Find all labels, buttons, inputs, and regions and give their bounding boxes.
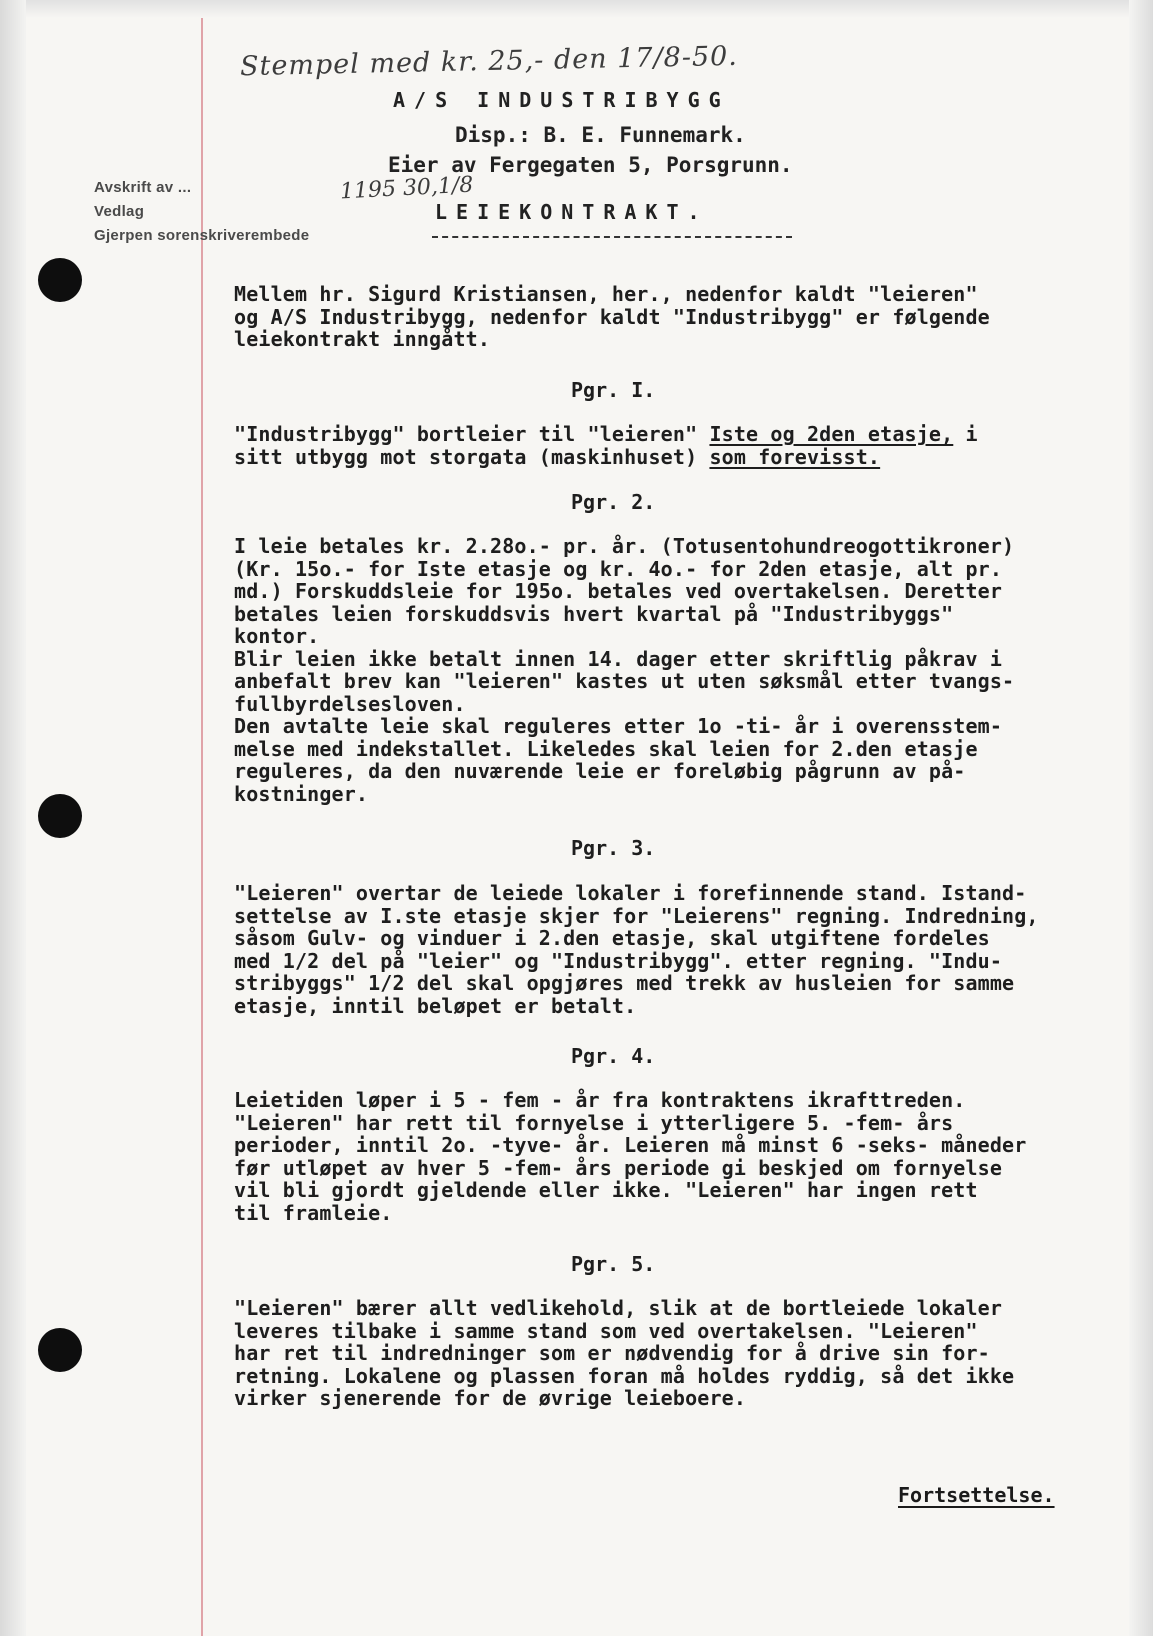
- text-line: settelse av I.ste etasje skjer for "Leierens" regning. Indredning,: [234, 903, 1039, 928]
- section-4-paragraph: [234, 1089, 1134, 1224]
- text-line: leiekontrakt inngått.: [234, 327, 491, 351]
- text-line: har ret til indredninger som er nødvendig for å drive sin for-: [234, 1341, 990, 1365]
- text-line: melse med indekstallet. Likeledes skal leien for 2.den etasje: [234, 736, 978, 761]
- text-line: etasje, inntil beløpet er betalt.: [234, 993, 637, 1018]
- registry-stamp: [94, 176, 309, 248]
- section-heading: Pgr. 5.: [571, 1252, 656, 1276]
- scan-edge-top: [0, 0, 1153, 18]
- section-heading: Pgr. 4.: [571, 1044, 656, 1068]
- section-heading: Pgr. I.: [571, 378, 656, 402]
- text-line: med 1/2 del på "leier" og "Industribygg". etter regning. "Indu-: [234, 948, 1003, 973]
- punch-hole: [38, 794, 82, 838]
- section-heading: Pgr. 3.: [571, 836, 656, 860]
- company-disponent: Disp.: B. E. Funnemark.: [455, 123, 746, 147]
- text-line: Den avtalte leie skal reguleres etter 1o -ti- år i overensstem-: [234, 714, 1003, 738]
- text-line: Blir leien ikke betalt innen 14. dager etter skriftlig påkrav i: [234, 646, 1003, 671]
- section-3-paragraph: [234, 882, 1134, 1017]
- title-underline: [432, 236, 792, 238]
- punch-hole: [38, 1328, 82, 1372]
- text-line: (Kr. 15o.- for Iste etasje og kr. 4o.- for 2den etasje, alt pr.: [234, 556, 1003, 581]
- continuation-note: Fortsettelse.: [898, 1483, 1055, 1507]
- text-line: kostninger.: [234, 781, 369, 806]
- text-line: Mellem hr. Sigurd Kristiansen, her., nedenfor kaldt "leieren": [234, 282, 978, 306]
- section-1-paragraph: [234, 423, 1134, 468]
- company-owner-line: Eier av Fergegaten 5, Porsgrunn.: [388, 153, 793, 177]
- margin-rule: [201, 18, 203, 1636]
- text-line: leveres tilbake i samme stand som ved overtakelsen. "Leieren": [234, 1318, 978, 1343]
- section-5-paragraph: [234, 1297, 1134, 1410]
- document-title: LEIEKONTRAKT.: [435, 200, 709, 224]
- text-line: til framleie.: [234, 1200, 393, 1225]
- text-line: Leietiden løper i 5 - fem - år fra kontraktens ikrafttreden.: [234, 1088, 966, 1112]
- text-line: fullbyrdelsesloven.: [234, 691, 466, 716]
- company-name: A/S INDUSTRIBYGG: [393, 88, 730, 112]
- stamp-line: Vedlag: [94, 203, 145, 220]
- text-line: perioder, inntil 2o. -tyve- år. Leieren må minst 6 -seks- måneder: [234, 1133, 1027, 1157]
- text-line: md.) Forskuddsleie for 195o. betales ved overtakelsen. Deretter: [234, 579, 1003, 603]
- text-line: anbefalt brev kan "leieren" kastes ut uten søksmål etter tvangs-: [234, 669, 1015, 693]
- text-line: reguleres, da den nuværende leie er foreløbig pågrunn av på-: [234, 759, 966, 783]
- section-2-paragraph: [234, 535, 1134, 805]
- section-heading: Pgr. 2.: [571, 490, 656, 514]
- text-line: kontor.: [234, 624, 320, 648]
- stamp-line: Avskrift av ...: [94, 179, 192, 196]
- text-line: "Leieren" overtar de leiede lokaler i forefinnende stand. Istand-: [234, 881, 1027, 905]
- stamp-line: Gjerpen sorenskriverembede: [94, 227, 310, 244]
- text-line: virker sjenerende for de øvrige leieboere.: [234, 1386, 747, 1410]
- text-line: før utløpet av hver 5 -fem- års periode gi beskjed om fornyelse: [234, 1155, 1003, 1180]
- stamp-reference: 1195 30,1/8: [339, 172, 474, 205]
- underlined-text: Iste og 2den etasje,: [709, 422, 954, 446]
- text-line: I leie betales kr. 2.28o.- pr. år. (Totusentohundreogottikroner): [234, 534, 1015, 558]
- text-line: "Leieren" har rett til fornyelse i ytterligere 5. -fem- års: [234, 1110, 954, 1135]
- intro-paragraph: [234, 283, 1134, 351]
- scan-edge-left: [0, 0, 26, 1636]
- text-line: stribyggs" 1/2 del skal opgjøres med trekk av husleien for samme: [234, 971, 1015, 995]
- text-line: "Leieren" bærer allt vedlikehold, slik at de bortleiede lokaler: [234, 1296, 1003, 1320]
- text-line: betales leien forskuddsvis hvert kvartal på "Industribyggs": [234, 601, 954, 626]
- text-line: såsom Gulv- og vinduer i 2.den etasje, skal utgiftene fordeles: [234, 926, 990, 950]
- text-line: sitt utbygg mot storgata (maskinhuset) som forevisst.: [234, 444, 881, 469]
- handwritten-stamp-duty-note: Stempel med kr. 25,- den 17/8-50.: [239, 40, 739, 83]
- text-line: "Industribygg" bortleier til "leieren" Iste og 2den etasje, i: [234, 422, 978, 446]
- text-line: og A/S Industribygg, nedenfor kaldt "Industribygg" er følgende: [234, 304, 990, 329]
- underlined-text: som forevisst.: [709, 444, 881, 469]
- punch-hole: [38, 258, 82, 302]
- text-line: vil bli gjordt gjeldende eller ikke. "Leieren" har ingen rett: [234, 1178, 978, 1202]
- text-line: retning. Lokalene og plassen foran må holdes ryddig, så det ikke: [234, 1363, 1015, 1388]
